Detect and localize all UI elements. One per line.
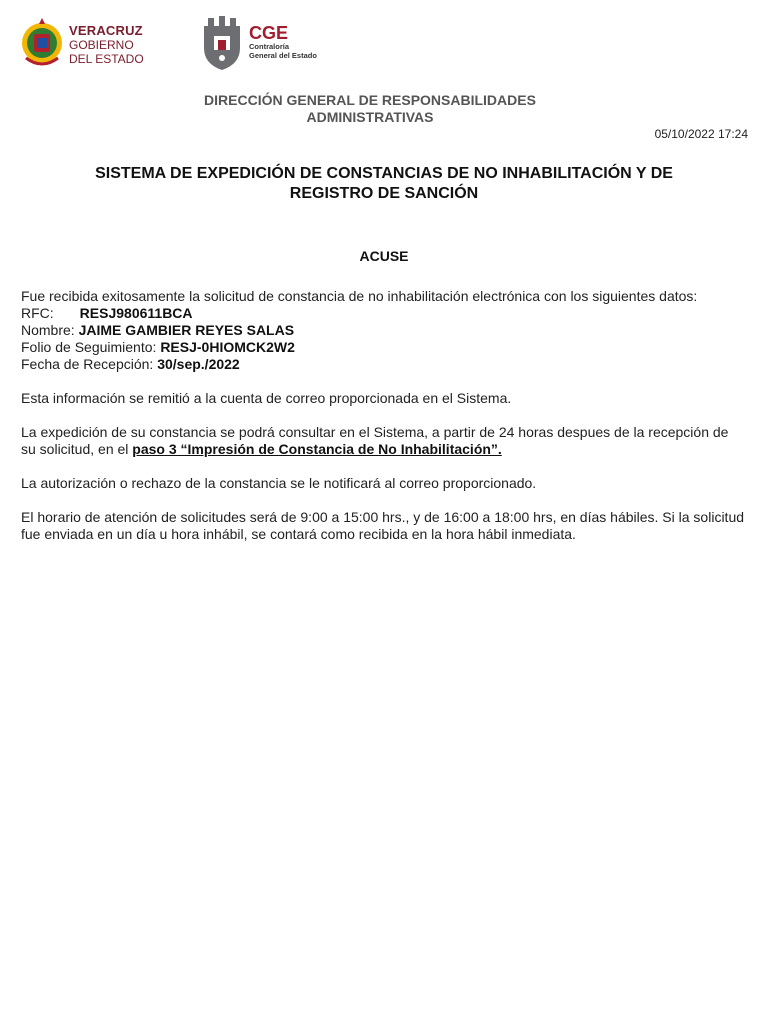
field-rfc-value: RESJ980611BCA — [79, 305, 193, 321]
authorization-notice: La autorización o rechazo de la constancia se le notificará al correo proporcionado. — [21, 475, 537, 491]
cge-line1: Contraloría — [249, 42, 290, 51]
consult-paragraph — [21, 424, 747, 458]
field-folio — [21, 339, 747, 356]
veracruz-line2: GOBIERNO — [69, 38, 134, 52]
document-title — [40, 164, 728, 204]
field-folio-value: RESJ-0HIOMCK2W2 — [160, 339, 295, 355]
veracruz-logo — [20, 14, 150, 72]
cge-abbr: CGE — [249, 23, 289, 43]
document-body — [21, 288, 747, 543]
cge-shield-icon — [200, 14, 244, 72]
paso-3-link[interactable]: paso 3 “Impresión de Constancia de No Inhabilitación”. — [132, 441, 502, 457]
field-nombre — [21, 322, 747, 339]
field-fecha — [21, 356, 747, 373]
consult-text: La expedición de su constancia se podrá consultar en el Sistema, a partir de 24 horas despues de la recepción de su solicitud, en el — [21, 424, 729, 457]
section-heading: ACUSE — [359, 248, 409, 264]
veracruz-line1: VERACRUZ — [69, 23, 143, 38]
department-line2: ADMINISTRATIVAS — [306, 109, 434, 125]
veracruz-coat-of-arms-icon — [20, 14, 64, 72]
field-fecha-label: Fecha de Recepción: — [21, 356, 158, 372]
veracruz-wordmark — [69, 24, 144, 66]
title-line2: REGISTRO DE SANCIÓN — [289, 185, 479, 202]
email-notice: Esta información se remitió a la cuenta de correo proporcionada en el Sistema. — [21, 390, 512, 406]
cge-logo — [200, 14, 360, 72]
cge-line2: General del Estado — [249, 51, 317, 60]
field-rfc-label: RFC: — [21, 305, 54, 321]
department-heading — [0, 92, 740, 126]
field-fecha-value: 30/sep./2022 — [157, 356, 240, 372]
cge-wordmark — [249, 24, 317, 60]
timestamp: 05/10/2022 17:24 — [654, 127, 748, 141]
field-rfc — [21, 305, 747, 322]
schedule-notice: El horario de atención de solicitudes será de 9:00 a 15:00 hrs., y de 16:00 a 18:00 hrs, en días hábiles. Si la solicitud fue enviada en un día u hora inhábil, se contará como recibida en la hora hábil inmediata. — [21, 509, 745, 542]
veracruz-line3: DEL ESTADO — [69, 52, 144, 66]
department-line1: DIRECCIÓN GENERAL DE RESPONSABILIDADES — [204, 92, 536, 108]
field-folio-label: Folio de Seguimiento: — [21, 339, 161, 355]
title-line1: SISTEMA DE EXPEDICIÓN DE CONSTANCIAS DE NO INHABILITACIÓN Y DE — [95, 165, 673, 182]
field-nombre-label: Nombre: — [21, 322, 79, 338]
intro-text: Fue recibida exitosamente la solicitud de constancia de no inhabilitación electrónica con los siguientes datos: — [21, 288, 698, 304]
field-nombre-value: JAIME GAMBIER REYES SALAS — [78, 322, 295, 338]
header-logos — [20, 12, 360, 72]
